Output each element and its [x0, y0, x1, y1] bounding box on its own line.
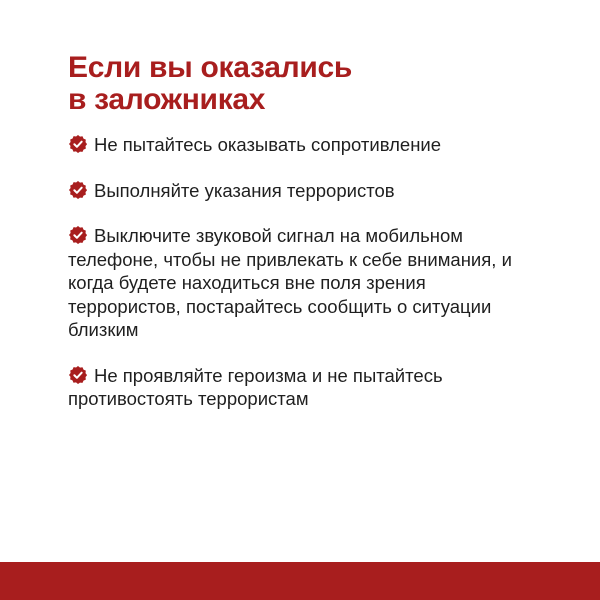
- tip-text: Не проявляйте героизма и не пытайтесь противостоять террористам: [68, 364, 443, 409]
- tip-item-1: [68, 133, 538, 157]
- badge-check-icon: [68, 225, 88, 245]
- page-title: [68, 52, 548, 116]
- badge-check-icon: [68, 180, 88, 200]
- tip-text: Выполняйте указания террористов: [94, 179, 395, 201]
- tip-text: Выключите звуковой сигнал на мобильном телефоне, чтобы не привлекать к себе внимания, и когда будете находиться вне поля зрения террористов, постарайтесь сообщить о ситуации близким: [68, 225, 512, 340]
- page-title-line-1: Если вы оказались: [68, 51, 353, 84]
- tip-text: Не пытайтесь оказывать сопротивление: [94, 134, 442, 155]
- tip-item-3: [68, 224, 538, 342]
- tips-list: [68, 133, 538, 433]
- page-title-line-2: в заложниках: [68, 83, 266, 116]
- tip-item-2: [68, 179, 538, 203]
- footer-bar: [0, 562, 600, 600]
- badge-check-icon: [68, 365, 88, 385]
- badge-check-icon: [68, 134, 88, 154]
- tip-item-4: [68, 364, 538, 411]
